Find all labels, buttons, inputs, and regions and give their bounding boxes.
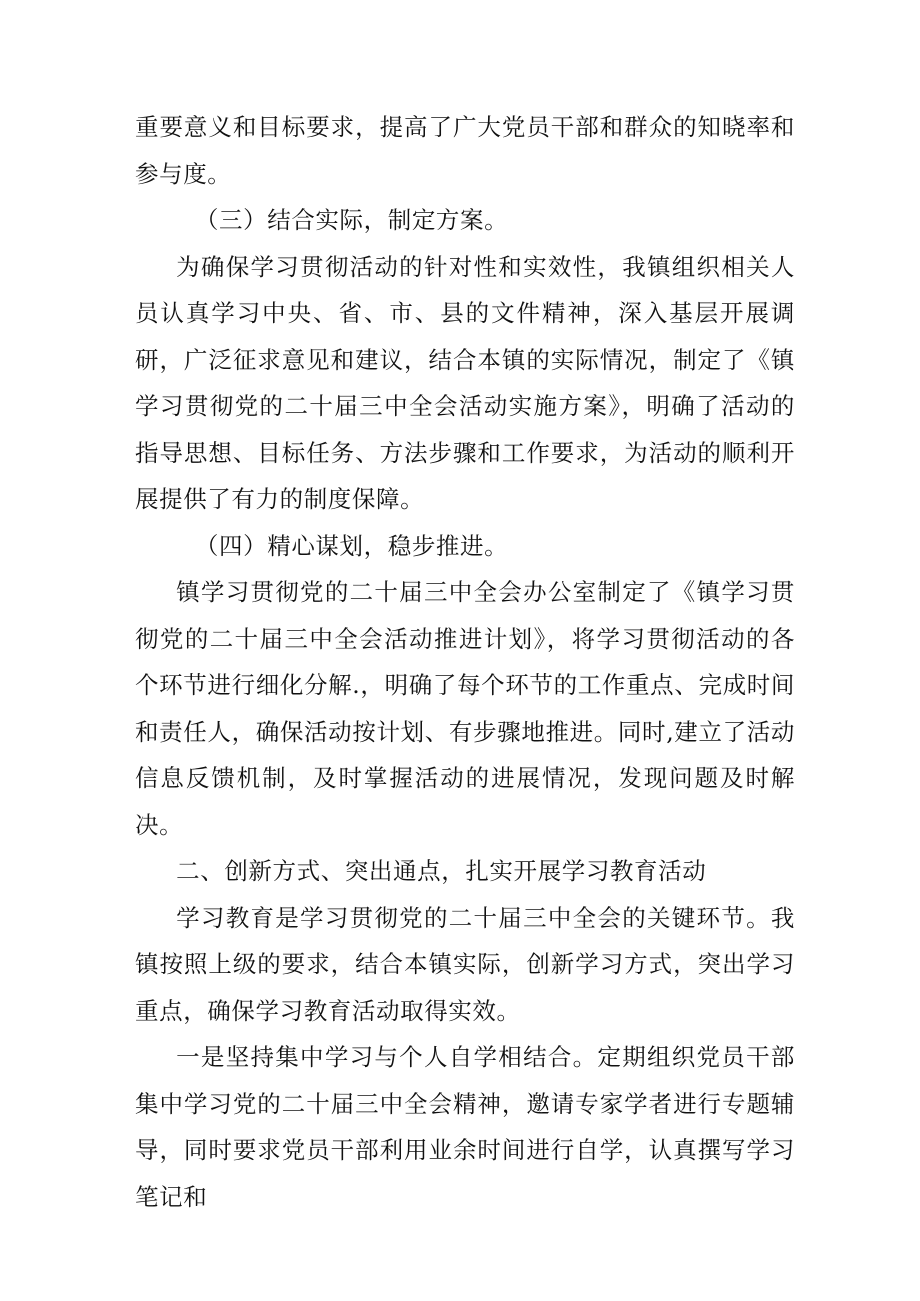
document-body — [135, 104, 795, 1220]
paragraph-study-education: 学习教育是学习贯彻党的二十届三中全会的关键环节。我镇按照上级的要求，结合本镇实际，创新学习方式，突出学习重点，确保学习教育活动取得实效。 — [135, 903, 795, 1025]
paragraph-plan-formulation: 为确保学习贯彻活动的针对性和实效性，我镇组织相关人员认真学习中央、省、市、县的文件精神，深入基层开展调研，广泛征求意见和建议，结合本镇的实际情况，制定了《镇学习贯彻党的二十届三中全会活动实施方案》，明确了活动的指导思想、目标任务、方法步骤和工作要求，为活动的顺利开展提供了有力的制度保障。 — [135, 252, 795, 513]
subheading-three: （三）结合实际，制定方案。 — [194, 206, 509, 234]
section-heading-two: 二、创新方式、突出通点，扎实开展学习教育活动 — [176, 857, 707, 885]
paragraph-progress-plan: 镇学习贯彻党的二十届三中全会办公室制定了《镇学习贯彻党的二十届三中全会活动推进计划》，将学习贯彻活动的各个环节进行细化分解.，明确了每个环节的工作重点、完成时间和责任人，确保活动按计划、有步骤地推进。同时,建立了活动信息反馈机制，及时掌握活动的进展情况，发现问题及时解决。 — [135, 578, 795, 839]
paragraph-point-one: 一是坚持集中学习与个人自学相结合。定期组织党员干部集中学习党的二十届三中全会精神，邀请专家学者进行专题辅导，同时要求党员干部利用业余时间进行自学，认真撰写学习笔记和 — [135, 1043, 795, 1211]
paragraph-continuation: 重要意义和目标要求，提高了广大党员干部和群众的知晓率和参与度。 — [135, 113, 795, 188]
subheading-four: （四）精心谋划，稳步推进。 — [194, 531, 509, 560]
